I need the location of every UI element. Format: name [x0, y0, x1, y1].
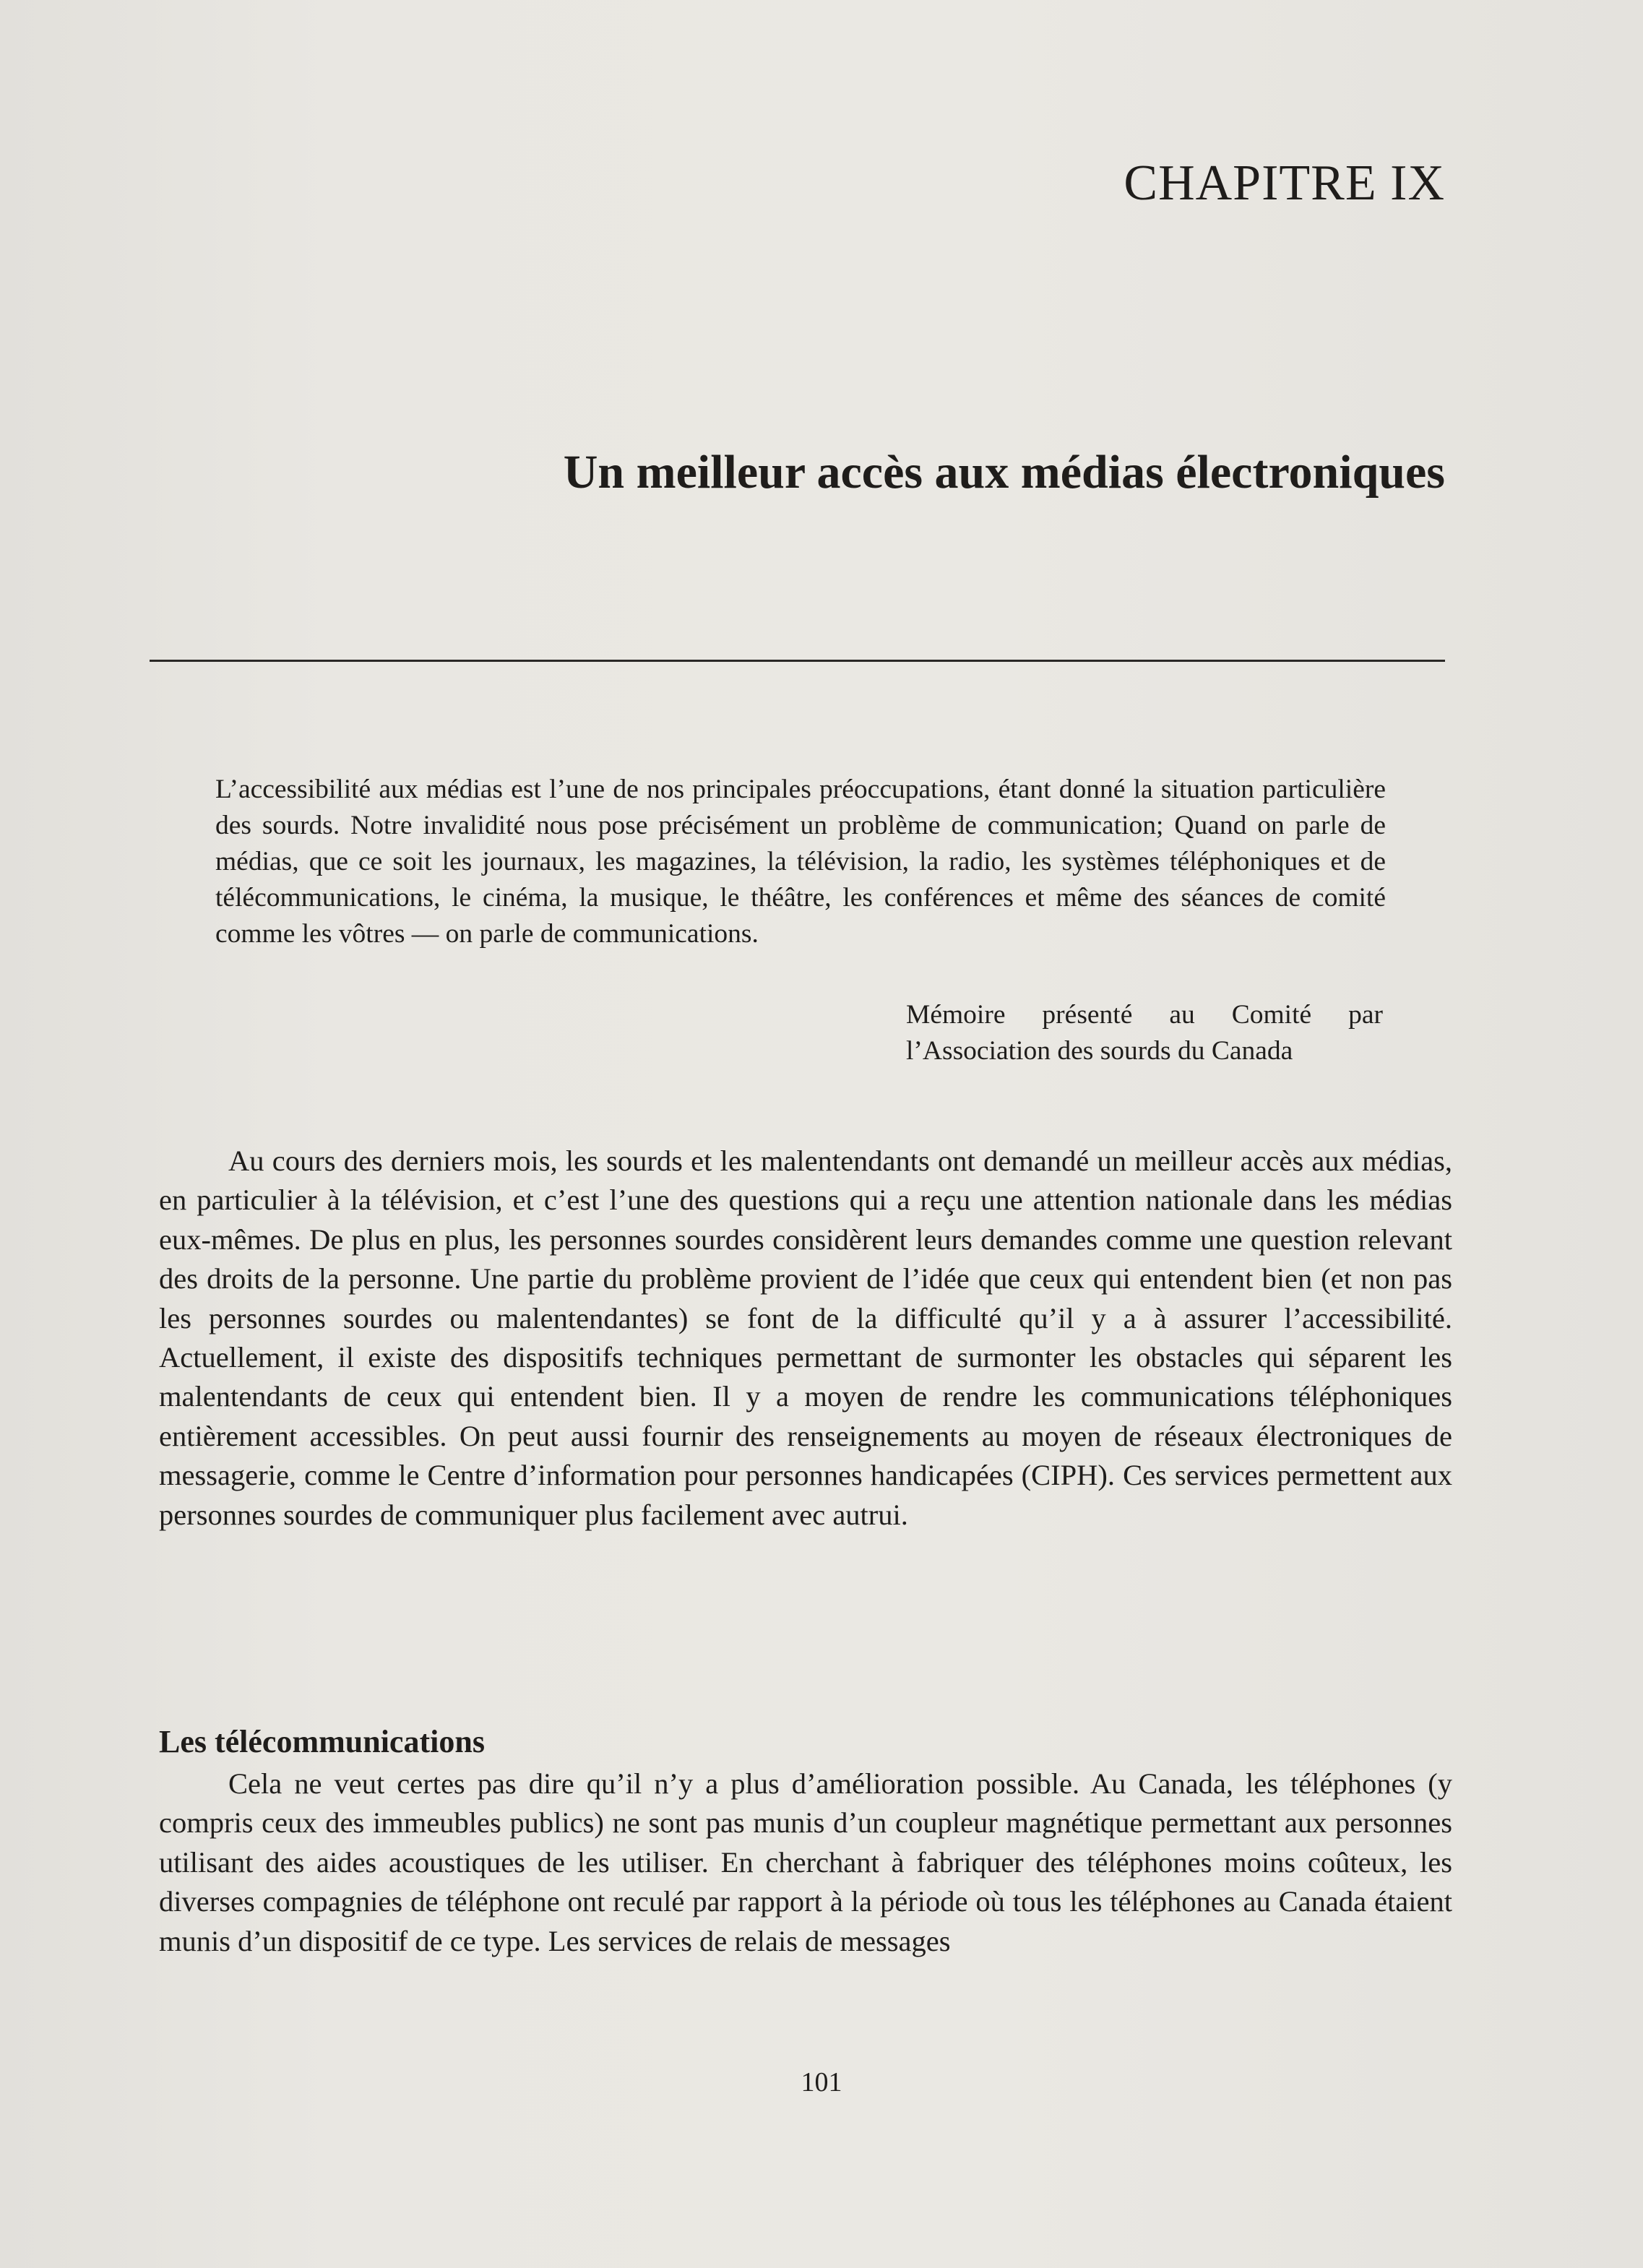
epigraph-quote: L’accessibilité aux médias est l’une de nos principales préoccupations, étant donné la situation particulière des sourds. Notre invalidité nous pose précisément un problème de communication; Quand on parle de médias, que ce soit les journaux, les magazines, la télévision, la radio, les systèmes téléphoniques et de télécommunications, le cinéma, la musique, le théâtre, les conférences et même des séances de comité comme les vôtres — on parle de communications.	[215, 775, 1386, 949]
page-number: 101	[801, 2067, 842, 2097]
title-divider	[150, 660, 1445, 662]
chapter-label: CHAPITRE IX	[1124, 155, 1445, 211]
body-paragraph-2: Cela ne veut certes pas dire qu’il n’y a plus d’amélioration possible. Au Canada, les téléphones (y compris ceux des immeubles publics) ne sont pas munis d’un coupleur magnétique permettant aux personnes utilisant des aides acoustiques de les utiliser. En cherchant à fabriquer des téléphones moins coûteux, les diverses compagnies de téléphone ont reculé par rapport à la période où tous les téléphones au Canada étaient munis d’un dispositif de ce type. Les services de relais de messages	[159, 1767, 1452, 1957]
body-paragraph-1: Au cours des derniers mois, les sourds et les malentendants ont demandé un meilleur accès aux médias, en particulier à la télévision, et c’est l’une des questions qui a reçu une attention nationale dans les médias eux-mêmes. De plus en plus, les personnes sourdes considèrent leurs demandes comme une question relevant des droits de la personne. Une partie du problème provient de l’idée que ceux qui entendent bien (et non pas les personnes sourdes ou malentendantes) se font de la difficulté qu’il y a à assurer l’accessibilité. Actuellement, il existe des dispositifs techniques permettant de surmonter les obstacles qui séparent les malentendants de ceux qui entendent bien. Il y a moyen de rendre les communications téléphoniques entièrement accessibles. On peut aussi fournir des renseignements au moyen de réseaux électroniques de messagerie, comme le Centre d’information pour personnes handicapées (CIPH). Ces services permettent aux personnes sourdes de communiquer plus facilement avec autrui.	[159, 1144, 1452, 1531]
chapter-title: Un meilleur accès aux médias électroniques	[563, 446, 1445, 499]
epigraph-attribution: Mémoire présenté au Comité par l’Association des sourds du Canada	[906, 1000, 1383, 1066]
section-heading: Les télécommunications	[159, 1724, 485, 1759]
